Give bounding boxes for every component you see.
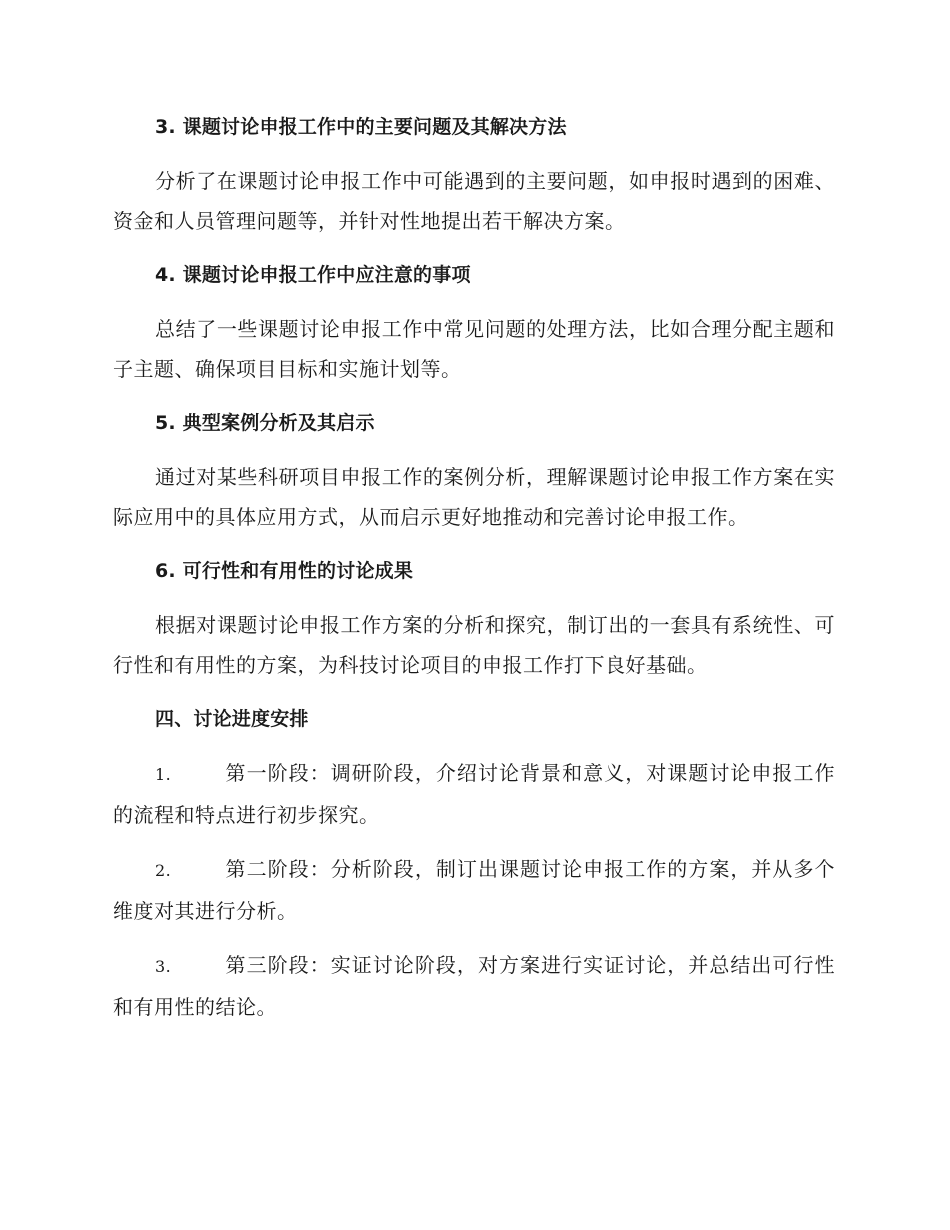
list-number: 2. [155,861,172,880]
schedule-item-2 [113,849,835,931]
schedule-item-1 [113,753,835,835]
section-heading-4: 4. 课题讨论申报工作中应注意的事项 [155,264,471,286]
list-item-text: 第二阶段：分析阶段，制订出课题讨论申报工作的方案，并从多个维度对其进行分析。 [113,857,835,923]
document-body [113,107,835,1041]
section-paragraph-3: 分析了在课题讨论申报工作中可能遇到的主要问题，如申报时遇到的困难、资金和人员管理问题等，并针对性地提出若干解决方案。 [113,169,835,233]
schedule-heading: 四、讨论进度安排 [155,708,309,730]
list-number: 3. [155,957,172,976]
schedule-item-3 [113,945,835,1027]
section-paragraph-4: 总结了一些课题讨论申报工作中常见问题的处理方法，比如合理分配主题和子主题、确保项目目标和实施计划等。 [113,317,835,381]
section-heading-5: 5. 典型案例分析及其启示 [155,412,375,434]
list-item-text: 第一阶段：调研阶段，介绍讨论背景和意义，对课题讨论申报工作的流程和特点进行初步探究。 [113,761,835,827]
list-number: 1. [155,765,172,784]
section-heading-3: 3. 课题讨论申报工作中的主要问题及其解决方法 [155,116,567,138]
section-paragraph-6: 根据对课题讨论申报工作方案的分析和探究，制订出的一套具有系统性、可行性和有用性的方案，为科技讨论项目的申报工作打下良好基础。 [113,613,835,677]
section-heading-6: 6. 可行性和有用性的讨论成果 [155,560,414,582]
list-item-text: 第三阶段：实证讨论阶段，对方案进行实证讨论，并总结出可行性和有用性的结论。 [113,953,835,1019]
section-paragraph-5: 通过对某些科研项目申报工作的案例分析，理解课题讨论申报工作方案在实际应用中的具体应用方式，从而启示更好地推动和完善讨论申报工作。 [113,465,835,529]
